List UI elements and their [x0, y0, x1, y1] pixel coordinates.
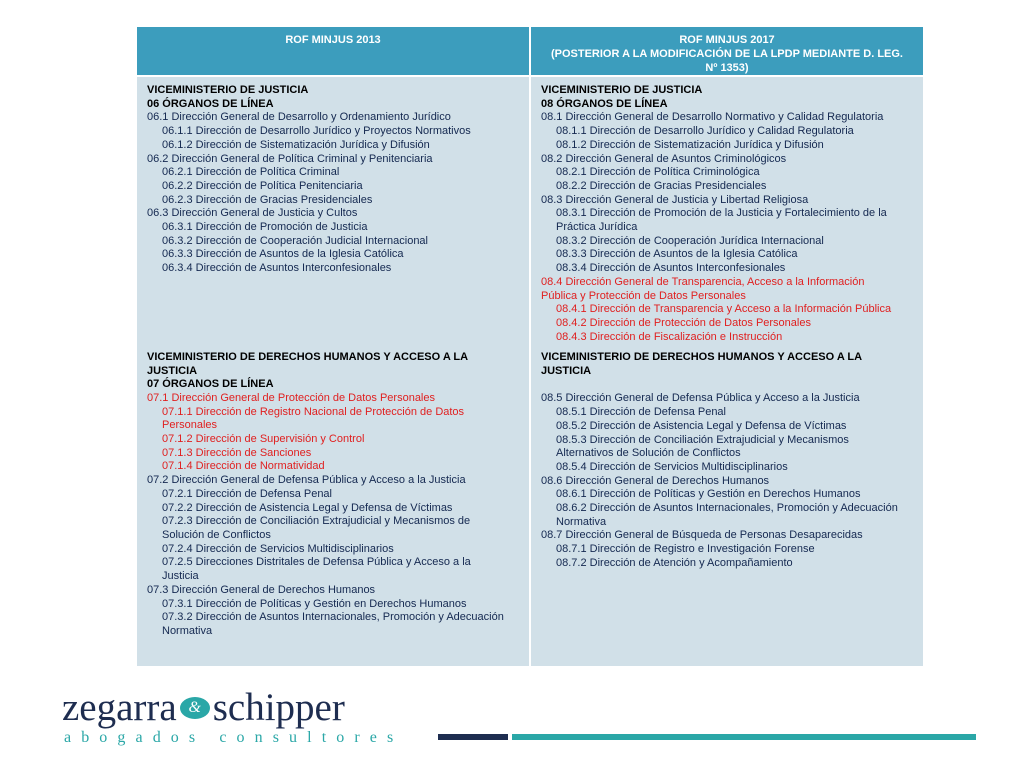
org-unit-line: 08.5.1 Dirección de Defensa Penal	[556, 406, 726, 419]
org-unit-line: 07.2.1 Dirección de Defensa Penal	[162, 487, 332, 500]
org-unit-line: 08.6 Dirección General de Derechos Humanos	[541, 474, 770, 487]
org-unit-line: 08.3.1 Dirección de Promoción de la Justicia y Fortalecimiento de la	[556, 207, 887, 220]
section-viceministerio-justicia-2013	[147, 84, 529, 276]
org-unit-line: 07.3.1 Dirección de Políticas y Gestión en Derechos Humanos	[162, 597, 467, 610]
org-unit-line: 07.3 Dirección General de Derechos Humanos	[147, 583, 376, 596]
org-unit-line: 07.2.2 Dirección de Asistencia Legal y Defensa de Víctimas	[162, 501, 453, 514]
header-line: (POSTERIOR A LA MODIFICACIÓN DE LA LPDP MEDIANTE D. LEG.	[550, 48, 903, 60]
org-unit-line: 07.1.1 Dirección de Registro Nacional de Protección de Datos	[162, 405, 465, 418]
org-unit-line: 08.5.2 Dirección de Asistencia Legal y Defensa de Víctimas	[556, 419, 847, 432]
org-unit-line: 07.1.3 Dirección de Sanciones	[162, 446, 312, 459]
section-viceministerio-ddhh-2013	[147, 351, 529, 639]
org-unit-line: 08.4.3 Dirección de Fiscalización e Instrucción	[556, 330, 783, 343]
org-unit-line: 08.7 Dirección General de Búsqueda de Personas Desaparecidas	[541, 529, 863, 542]
org-unit-line: 08.2.1 Dirección de Política Criminológica	[556, 166, 760, 179]
logo-name-part1: zegarra	[62, 686, 177, 729]
decorative-bar-teal	[512, 734, 976, 740]
org-unit-line: Normativa	[162, 624, 213, 637]
section-heading: JUSTICIA	[541, 365, 592, 378]
section-heading: 07 ÓRGANOS DE LÍNEA	[147, 378, 274, 391]
section-heading: VICEMINISTERIO DE DERECHOS HUMANOS Y ACCESO A LA	[541, 351, 863, 364]
org-unit-line: 07.2.5 Direcciones Distritales de Defensa Pública y Acceso a la	[162, 556, 471, 569]
org-unit-line: 08.3.2 Dirección de Cooperación Jurídica Internacional	[556, 234, 824, 247]
org-unit-line: 08.6.2 Dirección de Asuntos Internacionales, Promoción y Adecuación	[556, 502, 898, 515]
blank-line	[541, 379, 923, 393]
org-unit-line: 07.2.4 Dirección de Servicios Multidisciplinarios	[162, 542, 394, 555]
logo-wordmark	[62, 688, 345, 728]
org-unit-line: 08.5.3 Dirección de Conciliación Extrajudicial y Mecanismos	[556, 433, 849, 446]
org-unit-line: 08.7.2 Dirección de Atención y Acompañamiento	[556, 556, 793, 569]
org-unit-line: 08.4.2 Dirección de Protección de Datos Personales	[556, 316, 811, 329]
org-unit-line: 07.1 Dirección General de Protección de Datos Personales	[147, 391, 435, 404]
org-unit-line: Normativa	[556, 515, 607, 528]
org-unit-line: Alternativos de Solución de Conflictos	[556, 447, 741, 460]
org-unit-line: 08.6.1 Dirección de Políticas y Gestión en Derechos Humanos	[556, 488, 861, 501]
org-unit-line: Personales	[162, 419, 218, 432]
org-unit-line: 08.1.1 Dirección de Desarrollo Jurídico y Calidad Regulatoria	[556, 125, 854, 138]
header-rof-2017	[531, 27, 923, 75]
org-unit-line: Justicia	[162, 570, 199, 583]
header-line: ROF MINJUS 2017	[679, 34, 775, 46]
spacer	[541, 344, 923, 351]
org-unit-line: Solución de Conflictos	[162, 528, 271, 541]
logo-tagline: abogados consultores	[64, 729, 404, 746]
org-unit-line: 08.4 Dirección General de Transparencia, Acceso a la Información	[541, 275, 865, 288]
org-unit-line: 08.7.1 Dirección de Registro e Investigación Forense	[556, 543, 815, 556]
section-heading: 08 ÓRGANOS DE LÍNEA	[541, 97, 668, 110]
decorative-bar-navy	[438, 734, 508, 740]
org-unit-line: 06.2 Dirección General de Política Criminal y Penitenciaria	[147, 152, 433, 165]
org-unit-line: 08.3 Dirección General de Justicia y Libertad Religiosa	[541, 193, 809, 206]
org-unit-line: 06.3.1 Dirección de Promoción de Justicia	[162, 221, 368, 234]
section-viceministerio-justicia-2017	[541, 84, 923, 344]
section-heading: VICEMINISTERIO DE DERECHOS HUMANOS Y ACCESO A LA	[147, 350, 469, 363]
logo-name-part2: schipper	[212, 686, 345, 729]
section-heading: JUSTICIA	[147, 364, 198, 377]
org-unit-line: 08.2 Dirección General de Asuntos Criminológicos	[541, 152, 787, 165]
header-line: ROF MINJUS 2013	[285, 34, 381, 46]
org-unit-line: 07.1.4 Dirección de Normatividad	[162, 460, 325, 473]
org-unit-line: 06.1.1 Dirección de Desarrollo Jurídico y Proyectos Normativos	[162, 125, 471, 138]
org-unit-line: 06.3.2 Dirección de Cooperación Judicial Internacional	[162, 234, 428, 247]
header-rof-2013	[137, 27, 529, 75]
org-unit-line: 06.3 Dirección General de Justicia y Cultos	[147, 207, 358, 220]
column-rof-2013	[137, 27, 529, 637]
company-logo	[62, 688, 422, 748]
org-unit-line: 06.3.4 Dirección de Asuntos Interconfesionales	[162, 262, 392, 275]
org-unit-line: 06.1 Dirección General de Desarrollo y Ordenamiento Jurídico	[147, 111, 451, 124]
org-unit-line: Pública y Protección de Datos Personales	[541, 289, 746, 302]
org-unit-line: 06.2.3 Dirección de Gracias Presidenciales	[162, 193, 373, 206]
header-line: Nº 1353)	[705, 62, 749, 74]
org-unit-line: 08.2.2 Dirección de Gracias Presidenciales	[556, 179, 767, 192]
org-unit-line: 06.2.2 Dirección de Política Penitenciaria	[162, 179, 363, 192]
org-unit-line: 08.3.4 Dirección de Asuntos Interconfesionales	[556, 262, 786, 275]
org-unit-line: 06.1.2 Dirección de Sistematización Jurídica y Difusión	[162, 138, 430, 151]
section-heading: VICEMINISTERIO DE JUSTICIA	[147, 84, 309, 96]
org-unit-line: 06.3.3 Dirección de Asuntos de la Iglesia Católica	[162, 248, 404, 261]
org-unit-line: 08.1 Dirección General de Desarrollo Normativo y Calidad Regulatoria	[541, 111, 884, 124]
column-rof-2017	[531, 27, 923, 569]
org-unit-line: 08.5 Dirección General de Defensa Pública y Acceso a la Justicia	[541, 392, 860, 405]
section-heading: VICEMINISTERIO DE JUSTICIA	[541, 84, 703, 96]
org-unit-line: 08.4.1 Dirección de Transparencia y Acceso a la Información Pública	[556, 303, 892, 316]
section-viceministerio-ddhh-2017	[541, 351, 923, 570]
cell-rof-2013	[137, 77, 529, 666]
org-unit-line: 07.2 Dirección General de Defensa Pública y Acceso a la Justicia	[147, 474, 466, 487]
spacer	[147, 276, 529, 351]
section-heading: 06 ÓRGANOS DE LÍNEA	[147, 97, 274, 110]
org-unit-line: 06.2.1 Dirección de Política Criminal	[162, 166, 340, 179]
org-unit-line: 08.3.3 Dirección de Asuntos de la Iglesia Católica	[556, 248, 798, 261]
org-unit-line: 07.1.2 Dirección de Supervisión y Control	[162, 433, 365, 446]
org-unit-line: 07.2.3 Dirección de Conciliación Extrajudicial y Mecanismos de	[162, 515, 471, 528]
org-unit-line: 07.3.2 Dirección de Asuntos Internacionales, Promoción y Adecuación	[162, 611, 504, 624]
org-unit-line: 08.5.4 Dirección de Servicios Multidisciplinarios	[556, 460, 788, 473]
cell-rof-2017	[531, 77, 923, 666]
org-unit-line: 08.1.2 Dirección de Sistematización Jurídica y Difusión	[556, 138, 824, 151]
org-unit-line: Práctica Jurídica	[556, 221, 638, 234]
comparison-table	[137, 27, 923, 666]
ampersand-badge: &	[180, 697, 210, 719]
